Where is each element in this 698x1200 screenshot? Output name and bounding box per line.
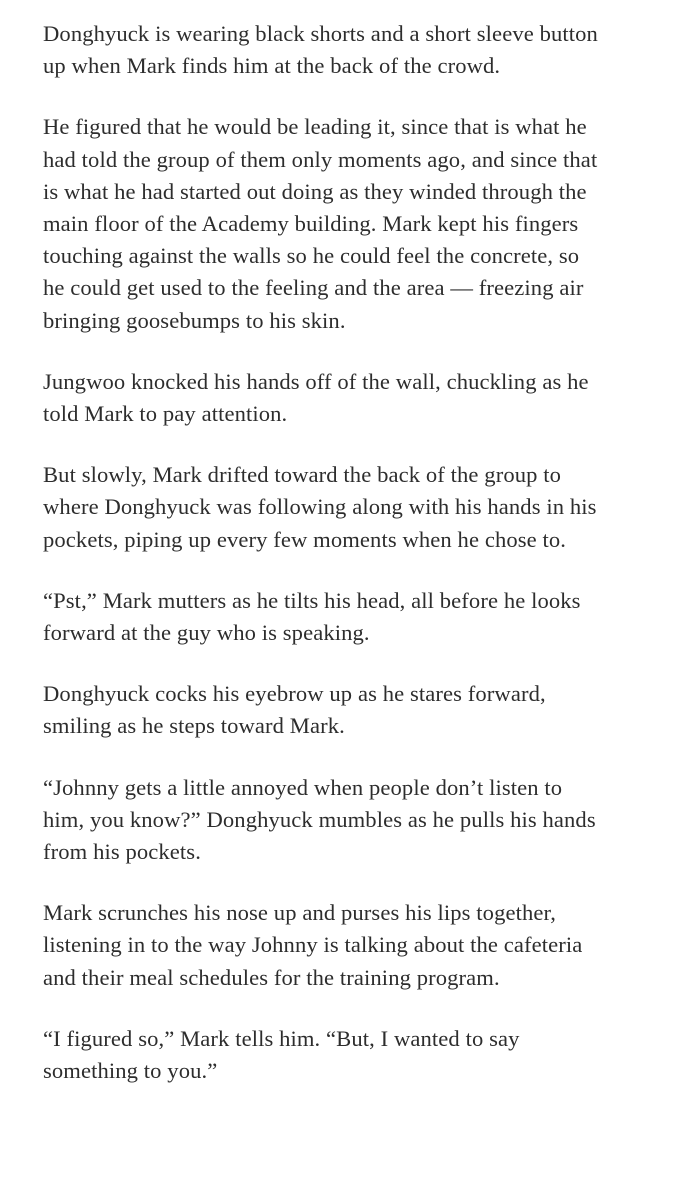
story-paragraph: Mark scrunches his nose up and purses his lips together, listening in to the way Johnny is talking about the cafeteria and their meal schedules for the training program. — [43, 900, 583, 990]
story-paragraph: Donghyuck cocks his eyebrow up as he stares forward, smiling as he steps toward Mark. — [43, 681, 546, 739]
story-paragraph: “Pst,” Mark mutters as he tilts his head, all before he looks forward at the guy who is speaking. — [43, 587, 581, 646]
story-paragraph: He figured that he would be leading it, since that is what he had told the group of them only moments ago, and since that is what he had started out doing as they winded through the main floor of the Academy building. Mark kept his fingers touching against the walls so he could feel the concrete, so he could get used to the feeling and the area — freezing air bringing goosebumps to his skin. — [43, 114, 598, 333]
story-paragraph: But slowly, Mark drifted toward the back of the group to where Donghyuck was following along with his hands in his pockets, piping up every few moments when he chose to. — [43, 462, 597, 552]
story-paragraph: Donghyuck is wearing black shorts and a short sleeve button up when Mark finds him at the back of the crowd. — [43, 21, 598, 79]
story-paragraph: “I figured so,” Mark tells him. “But, I wanted to say something to you.” — [43, 1025, 520, 1084]
story-paragraph: “Johnny gets a little annoyed when people don’t listen to him, you know?” Donghyuck mumbles as he pulls his hands from his pockets. — [43, 774, 596, 865]
story-paragraph: Jungwoo knocked his hands off of the wall, chuckling as he told Mark to pay attention. — [43, 368, 589, 427]
